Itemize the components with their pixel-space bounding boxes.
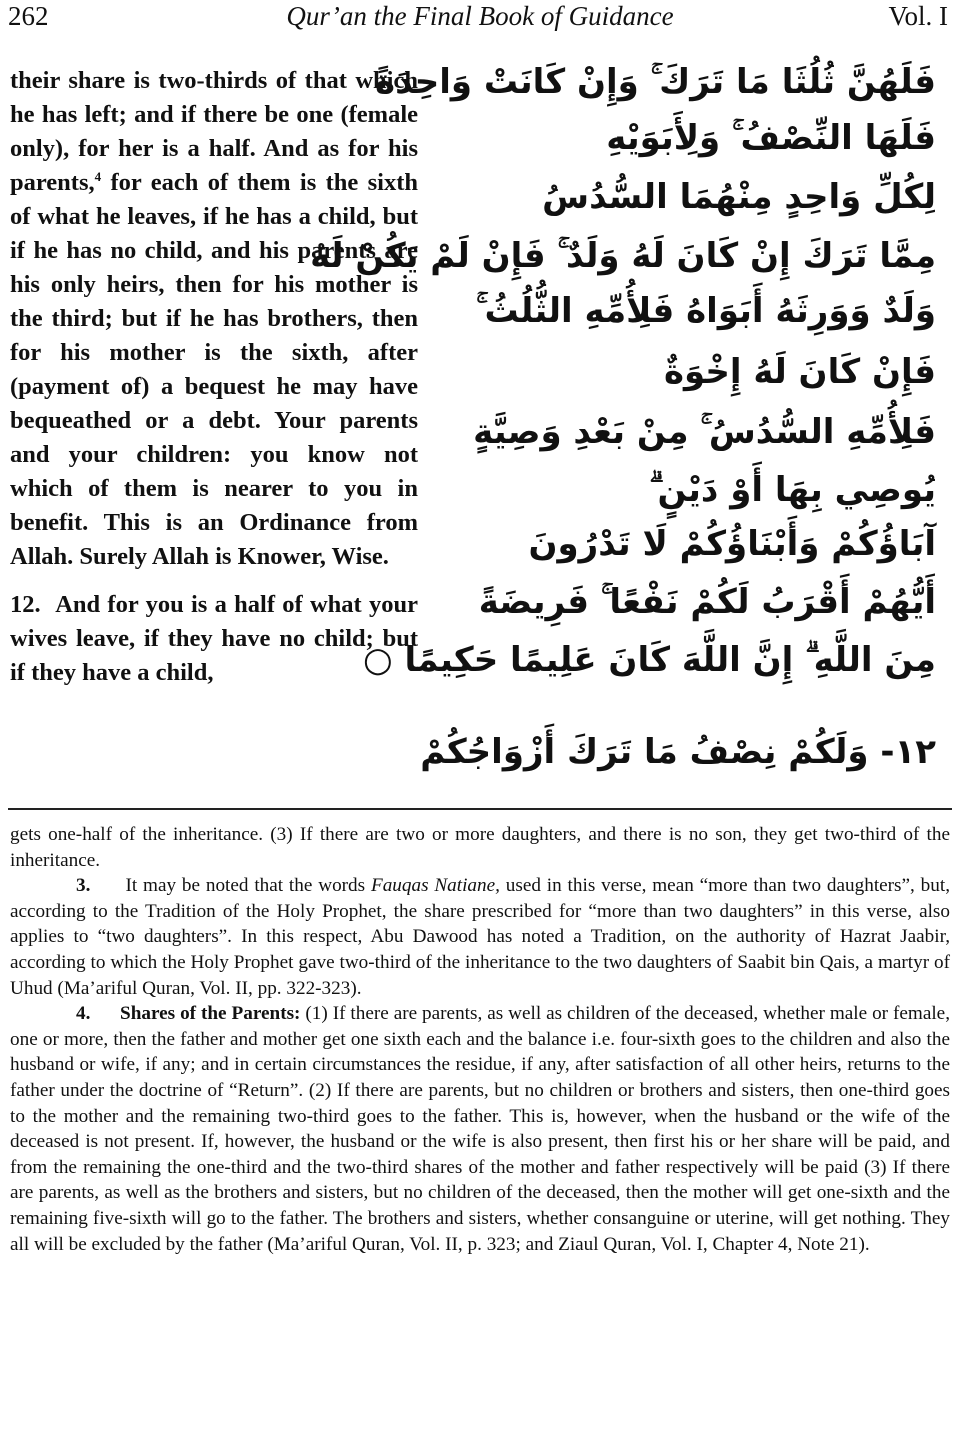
footnote-3-number: 3.	[76, 875, 91, 897]
arabic-line: فَلَهَا النِّصْفُ ۚ وَلِأَبَوَيْهِ	[606, 118, 936, 158]
footnote-4-heading: Shares of the Parents:	[120, 1003, 301, 1025]
running-header	[0, 0, 960, 36]
verse-12-translation: 12. And for you is a half of what your wives leave, if they have no child; but if they have a child,	[10, 591, 418, 686]
arabic-line: مِمَّا تَرَكَ إِنْ كَانَ لَهُ وَلَدٌ ۚ فَإِنْ لَمْ يَكُنْ لَهُ	[310, 236, 936, 276]
arabic-line: لِكُلِّ وَاحِدٍ مِنْهُمَا السُّدُسُ	[542, 177, 936, 217]
footnote-3: 3. It may be noted that the words Fauqas Natiane, used in this verse, mean “more than two daughters”, but, according to the Tradition of the Holy Prophet, the share prescribed for “more than two daughters” in this verse, also applies to “two daughters”. In this respect, Abu Dawood has noted a Tradition, on the authority of Hazrat Jaabir, according to which the Holy Prophet gave two-third of the inheritance to the two daughters of Saabit bin Qais, a martyr of Uhud (Ma’ariful Quran, Vol. II, pp. 322-323).	[10, 875, 950, 999]
verse-11-translation: their share is two-thirds of that which he has left; and if there be one (female only), for her is a half. And as for his parents,$^4$ for each of them is the sixth of what he leaves, if he has a child, but if he has no child, and his parents are his only heirs, then for his mother is the third; but if he has brothers, then for his mother is the sixth, after (payment of) a bequest he may have bequeathed or a debt. Your parents and your children: you know not which of them is nearer to you in benefit. This is an Ordinance from Allah. Surely Allah is Knower, Wise.	[10, 67, 418, 570]
verse-12-number: 12.	[10, 591, 41, 618]
term-italic: Fauqas Natiane,	[370, 875, 500, 897]
arabic-line: أَيُّهُمْ أَقْرَبُ لَكُمْ نَفْعًا ۚ فَرِيضَةً	[478, 582, 936, 622]
footnote-4: 4. Shares of the Parents: (1) If there are parents, as well as children of the deceased, whether male or female, one or more, then the father and mother get one sixth each and the balance i.e. four-sixth goes to the children and also the husband or wife, if any; and in certain circumstances the residue, if any, after satisfaction of all other heirs, returns to the father under the doctrine of “Return”. (2) If there are parents, but no children or brothers and sisters, then one-third goes to the mother and the remaining two-third goes to the father. This is, however, when the husband or the wife of the deceased is not present. If, however, the husband or the wife is also present, then first his or her share will be paid, and from the remaining the one-third and the two-third shares of the mother and father respectively will be paid (3) If there are parents, as well as the brothers and sisters, but no children of the deceased, then the mother will get one-sixth and the remaining five-sixth will go to the father. The brothers and sisters, whether consanguine or uterine, will get nothing. They all will be excluded by the father (Ma’ariful Quran, Vol. II, p. 323; and Ziaul Quran, Vol. I, Chapter 4, Note 21).	[10, 1003, 950, 1255]
footnote-ref-4: 4	[94, 168, 102, 184]
arabic-line: فَلِأُمِّهِ السُّدُسُ ۚ مِنْ بَعْدِ وَصِيَّةٍ	[473, 412, 936, 452]
arabic-line: فَلَهُنَّ ثُلُثَا مَا تَرَكَ ۚ وَإِنْ كَانَتْ وَاحِدَةً	[375, 62, 936, 102]
arabic-line: فَإِنْ كَانَ لَهُ إِخْوَةٌ	[663, 352, 936, 392]
arabic-line: يُوصِي بِهَا أَوْ دَيْنٍ ۗ	[649, 470, 936, 510]
volume-label: Vol. I	[888, 1, 948, 31]
english-translation	[10, 64, 418, 690]
arabic-line: وَلَدٌ وَوَرِثَهُ أَبَوَاهُ فَلِأُمِّهِ الثُّلُثُ ۚ	[476, 291, 936, 331]
footnotes	[10, 822, 950, 1257]
arabic-line: آبَاؤُكُمْ وَأَبْنَاؤُكُمْ لَا تَدْرُونَ	[528, 524, 936, 564]
footnote-4-number: 4.	[76, 1003, 91, 1025]
footnote-continuation: gets one-half of the inheritance. (3) If there are two or more daughters, and there is no son, they get two-third of the inheritance.	[10, 824, 950, 871]
arabic-verse-12: ١٢- وَلَكُمْ نِصْفُ مَا تَرَكَ أَزْوَاجُكُمْ	[420, 732, 936, 772]
footnote-divider	[8, 808, 952, 810]
page-number: 262	[8, 1, 49, 31]
arabic-line: مِنَ اللَّهِ ۗ إِنَّ اللَّهَ كَانَ عَلِيمًا حَكِيمًا ○	[362, 640, 936, 680]
book-title: Qur’an the Final Book of Guidance	[286, 1, 674, 31]
